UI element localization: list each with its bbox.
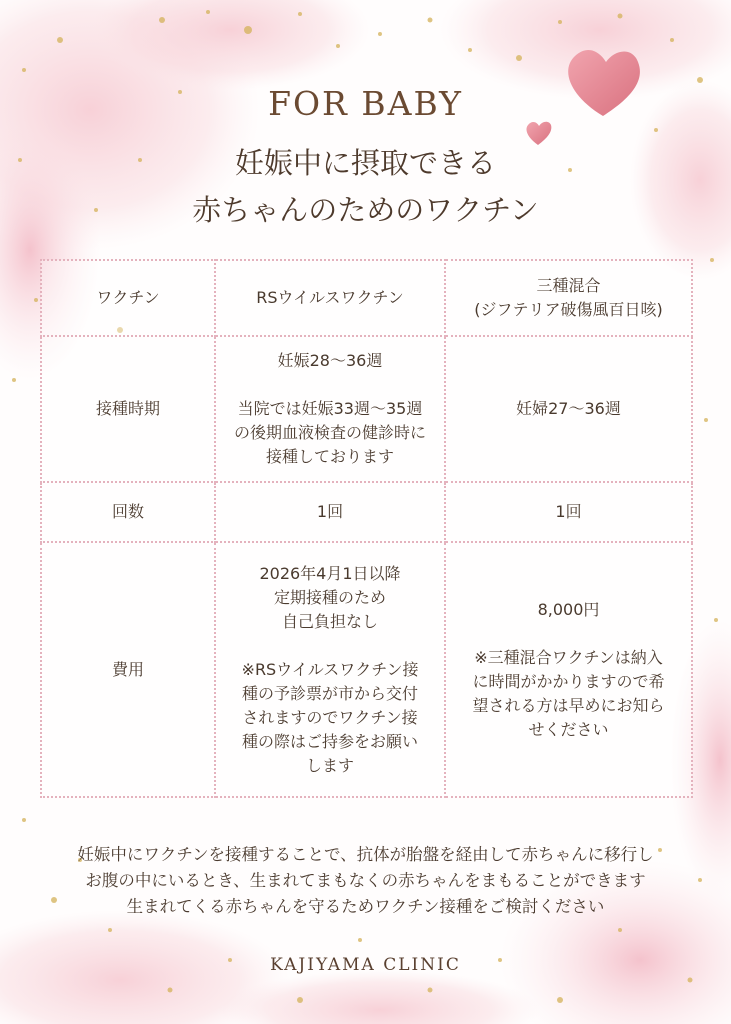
rs-cost-note-1: ※RSウイルスワクチン接 bbox=[241, 659, 419, 679]
description bbox=[0, 842, 731, 920]
rs-cost-note-5: します bbox=[305, 755, 354, 775]
dtp-cost-note-1: ※三種混合ワクチンは納入 bbox=[474, 647, 663, 667]
rs-cost-line-3: 自己負担なし bbox=[281, 611, 378, 631]
cell-vaccine-label: ワクチン bbox=[41, 260, 215, 336]
dtp-cost-note-4: せください bbox=[528, 719, 609, 739]
rs-cost-line-1: 2026年4月1日以降 bbox=[259, 563, 401, 583]
dtp-name-line-1: 三種混合 bbox=[536, 276, 601, 295]
rs-timing-main: 妊娠28〜36週 bbox=[277, 351, 383, 370]
dtp-cost-note-2: に時間がかかりますので希 bbox=[472, 671, 665, 691]
cell-rs-vaccine-name: RSウイルスワクチン bbox=[215, 260, 445, 336]
rs-timing-note-1: 当院では妊娠33週〜35週 bbox=[237, 399, 423, 418]
page-title bbox=[0, 140, 731, 234]
dtp-cost-note-3: 望される方は早めにお知ら bbox=[472, 695, 665, 715]
description-line-3: 生まれてくる赤ちゃんを守るためワクチン接種をご検討ください bbox=[126, 897, 605, 916]
dtp-name-line-2: (ジフテリア破傷風百日咳) bbox=[474, 300, 663, 319]
title-line-2: 赤ちゃんのためのワクチン bbox=[192, 193, 539, 227]
rs-cost-note-3: されますのでワクチン接 bbox=[242, 707, 418, 727]
table-row-cost bbox=[41, 542, 692, 797]
cell-dtp-cost bbox=[445, 542, 692, 797]
cell-count-label: 回数 bbox=[41, 482, 215, 542]
rs-cost-note-4: 種の際はご持参をお願い bbox=[241, 731, 418, 751]
cell-dtp-count: 1回 bbox=[445, 482, 692, 542]
cell-rs-count: 1回 bbox=[215, 482, 445, 542]
cell-rs-cost bbox=[215, 542, 445, 797]
description-line-1: 妊娠中にワクチンを接種することで、抗体が胎盤を経由して赤ちゃんに移行し bbox=[77, 845, 654, 864]
cell-rs-timing bbox=[215, 336, 445, 482]
cell-dtp-vaccine-name bbox=[445, 260, 692, 336]
rs-cost-note-2: 種の予診票が市から交付 bbox=[241, 683, 418, 703]
brand-heading: FOR BABY bbox=[268, 84, 463, 123]
cell-cost-label: 費用 bbox=[41, 542, 215, 797]
vaccine-table bbox=[40, 259, 693, 798]
rs-timing-note-3: 接種しております bbox=[265, 447, 394, 466]
rs-timing-note-2: の後期血液検査の健診時に bbox=[233, 423, 426, 442]
cell-timing-label: 接種時期 bbox=[41, 336, 215, 482]
clinic-name: KAJIYAMA CLINIC bbox=[270, 955, 461, 975]
dtp-price: 8,000円 bbox=[537, 599, 600, 619]
title-line-1: 妊娠中に摂取できる bbox=[234, 146, 496, 180]
rs-cost-line-2: 定期接種のため bbox=[273, 587, 386, 607]
table-row-header bbox=[41, 260, 692, 336]
description-line-2: お腹の中にいるとき、生まれてまもなくの赤ちゃんをまもることができます bbox=[85, 871, 646, 890]
table-row-count bbox=[41, 482, 692, 542]
cell-dtp-timing: 妊婦27〜36週 bbox=[445, 336, 692, 482]
table-row-timing bbox=[41, 336, 692, 482]
